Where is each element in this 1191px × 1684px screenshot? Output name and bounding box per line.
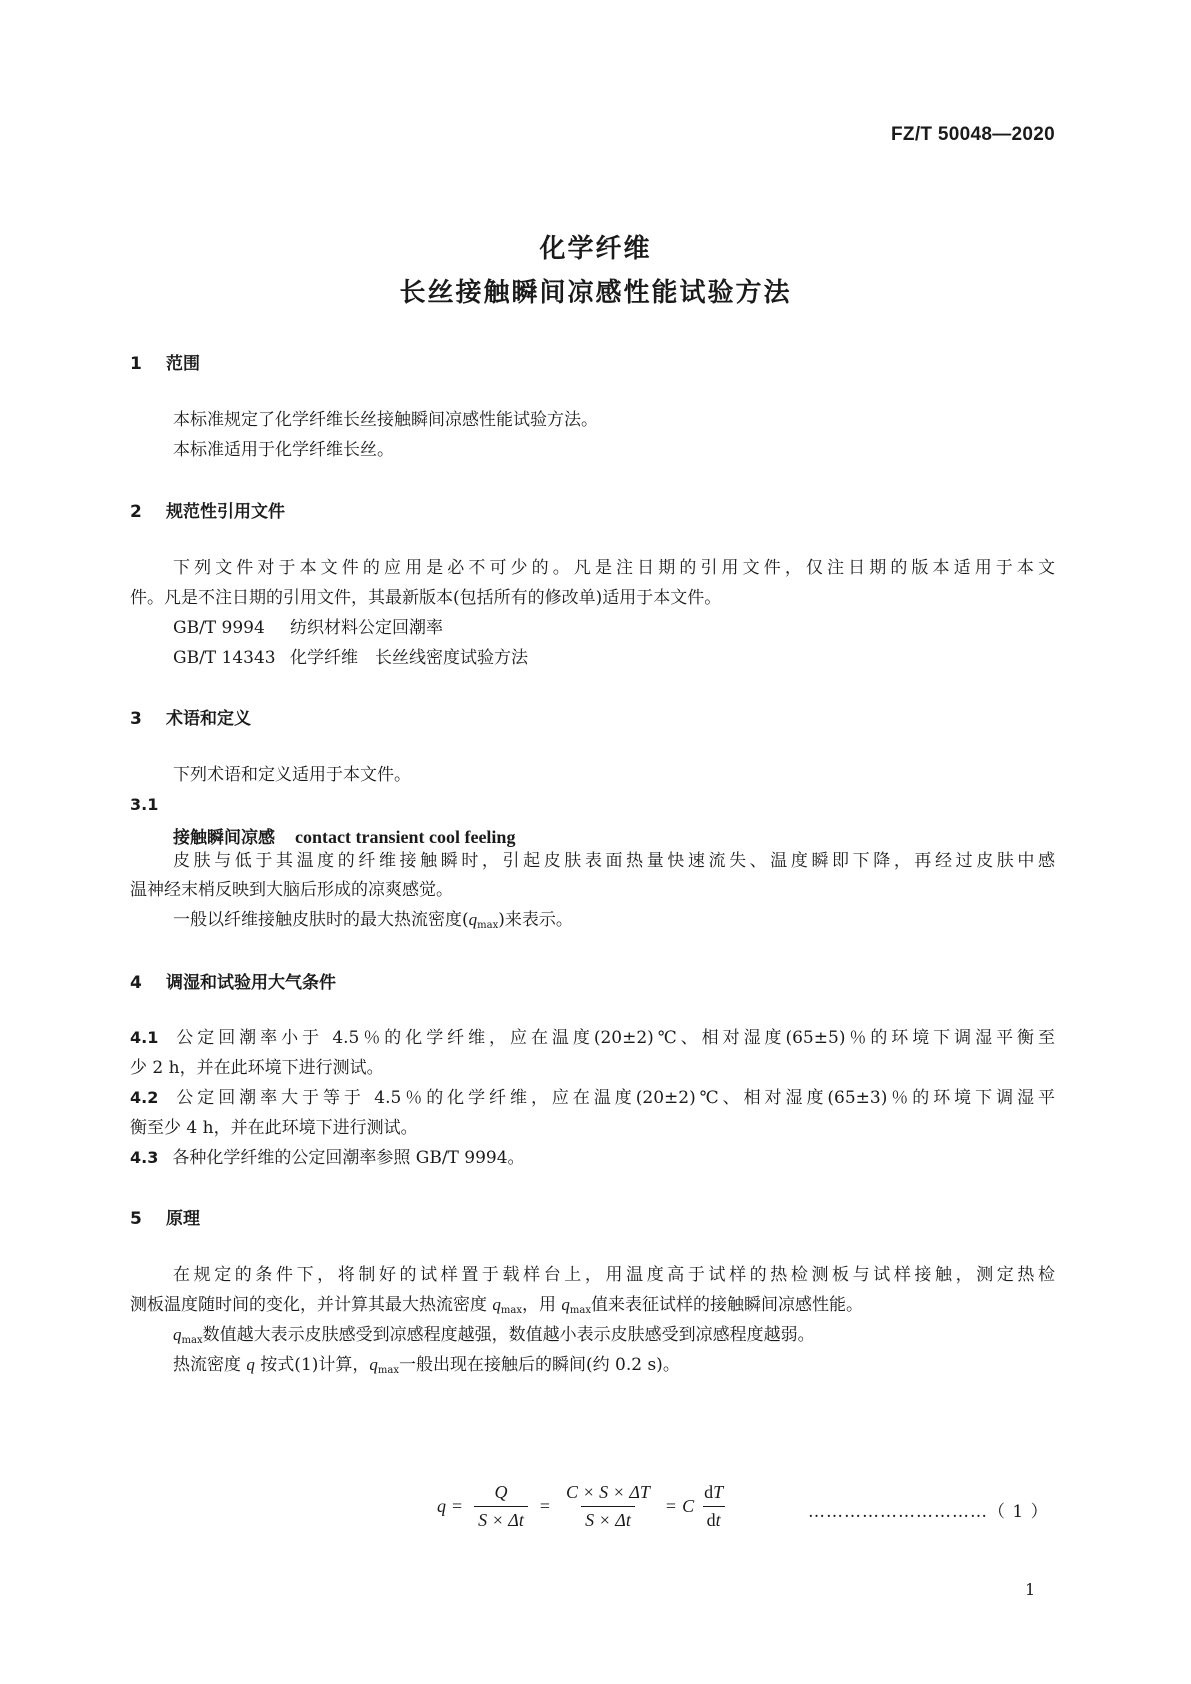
section-1-heading: 1 范围 xyxy=(130,354,200,374)
clause-4-1-line-2: 少 2 h，并在此环境下进行测试。 xyxy=(130,1058,384,1078)
principle-line-3: $q_{max}$数值越大表示皮肤感受到凉感程度越强，数值越小表示皮肤感受到凉感程度越弱。 xyxy=(173,1325,815,1346)
reference-item xyxy=(173,648,528,668)
reference-item xyxy=(173,618,443,638)
term-chinese: 接触瞬间凉感 xyxy=(173,828,275,848)
page-number: 1 xyxy=(1025,1580,1036,1599)
title-line-2: 长丝接触瞬间凉感性能试验方法 xyxy=(399,278,792,308)
section-2-heading: 2 规范性引用文件 xyxy=(130,502,285,522)
clause-4-2-line-1: 4.2 公定回潮率大于等于 4.5％的化学纤维，应在温度(20±2)℃、相对湿度(65±3)％的环境下调湿平 xyxy=(130,1088,1055,1108)
clause-4-3: 4.3 各种化学纤维的公定回潮率参照 GB/T 9994。 xyxy=(130,1148,525,1168)
fraction-q-over-s-dt: $\frac{Q}{S \times \Delta t}$ xyxy=(474,1482,528,1531)
section-1-paragraph-2: 本标准适用于化学纤维长丝。 xyxy=(173,440,394,460)
definition-line-1: 皮肤与低于其温度的纤维接触瞬时，引起皮肤表面热量快速流失、温度瞬即下降，再经过皮肤中感 xyxy=(173,851,1055,871)
section-5-heading: 5 原理 xyxy=(130,1209,200,1229)
section-3-heading: 3 术语和定义 xyxy=(130,709,251,729)
principle-line-1: 在规定的条件下，将制好的试样置于载样台上，用温度高于试样的热检测板与试样接触，测定热检 xyxy=(173,1265,1055,1285)
fraction-csdt-over-sdt: $\frac{C \times S \times \Delta T}{S \times \Delta t}$ xyxy=(566,1482,650,1530)
section-4-heading: 4 调湿和试验用大气条件 xyxy=(130,973,336,993)
clause-4-2-line-2: 衡至少 4 h，并在此环境下进行测试。 xyxy=(130,1118,418,1138)
formula-1: q = $\frac{Q}{S \times \Delta t}$ = $\frac{C \times S \times \Delta T}{S \times \Delta t}$ = C $\frac{dT}{dt}$ xyxy=(437,1482,733,1531)
clause-4-1-line-1: 4.1 公定回潮率小于 4.5％的化学纤维，应在温度(20±2)℃、相对湿度(65±5)％的环境下调湿平衡至 xyxy=(130,1028,1055,1048)
reference-title: 纺织材料公定回潮率 xyxy=(290,618,443,638)
principle-line-4: 热流密度 q 按式(1)计算，$q_{max}$一般出现在接触后的瞬间(约 0.2 s)。 xyxy=(173,1355,680,1376)
reference-code: GB/T 9994 xyxy=(173,618,265,638)
title-line-1: 化学纤维 xyxy=(539,234,652,264)
fraction-dt-over-dt: $\frac{dT}{dt}$ xyxy=(704,1482,724,1530)
standard-code: FZ/T 50048—2020 xyxy=(891,124,1055,145)
term-entry xyxy=(173,823,515,848)
clause-3-1-number: 3.1 xyxy=(130,795,159,814)
equation-number: …………………………（ 1 ） xyxy=(808,1502,1049,1522)
principle-line-2: 测板温度随时间的变化，并计算其最大热流密度 $q_{max}$，用 $q_{max}$值来表征试样的接触瞬间凉感性能。 xyxy=(130,1295,863,1316)
definition-line-2: 温神经末梢反映到大脑后形成的凉爽感觉。 xyxy=(130,880,453,900)
section-2-intro-line-1: 下列文件对于本文件的应用是必不可少的。凡是注日期的引用文件，仅注日期的版本适用于本文 xyxy=(173,558,1055,578)
term-english: contact transient cool feeling xyxy=(295,827,516,847)
reference-code: GB/T 14343 xyxy=(173,648,276,668)
section-3-intro: 下列术语和定义适用于本文件。 xyxy=(173,765,411,785)
section-1-paragraph-1: 本标准规定了化学纤维长丝接触瞬间凉感性能试验方法。 xyxy=(173,410,598,430)
definition-note: 一般以纤维接触皮肤时的最大热流密度$(q_{max})$来表示。 xyxy=(173,910,573,931)
reference-title: 化学纤维 长丝线密度试验方法 xyxy=(290,648,528,668)
section-2-intro-line-2: 件。凡是不注日期的引用文件，其最新版本(包括所有的修改单)适用于本文件。 xyxy=(130,588,722,608)
